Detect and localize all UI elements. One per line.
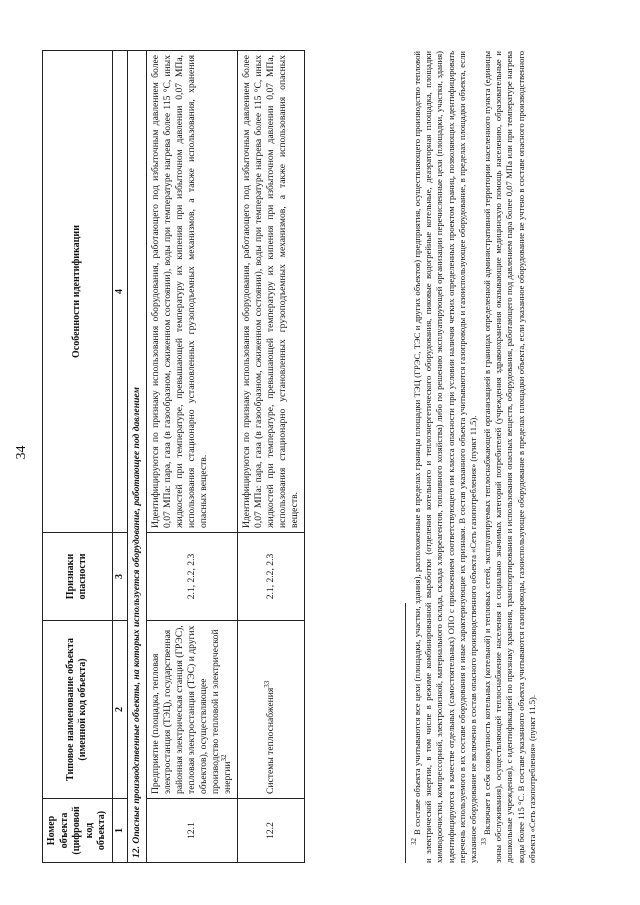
row-object-name-text: Предприятие (площадка, тепловая электростанция (ТЭЦ), государственная районная электрическая станция (ГРЭС), тепловая электростанция (ТЭС) и других объектов), осуществляющее производство тепловой и электрической энергии bbox=[149, 625, 233, 794]
header-hazard-signs: Признаки опасности bbox=[43, 533, 113, 621]
footnote-text: Включает в себя совокупность котельных (котельной) и тепловых сетей, эксплуатируемых теплоснабжающей организацией в границах определенной административной территории населенного пункта (единицы зоны обслуживания), осуществляющей теплоснабжение населения и социально значимых категорий потребителей (учреждения здравоохранения оказывающие медицинскую помощь населению, образовательные и дошкольные учреждения), с идентификацией по признаку хранения, транспортирования и использования опасных веществ, оборудования, работающего под давлением пара более 0,07 МПа или при температуре нагрева воды более 115 °С. В составе указанного объекта учитываются газопроводы, газоиспользующее оборудование в пределах площадки объекта, если указанное оборудование не учтено в составе опасного производственного объекта «Сеть газопотребления» (пункт 11.5). bbox=[482, 51, 537, 863]
section-row bbox=[128, 51, 147, 863]
row-number: 12.1 bbox=[146, 799, 237, 863]
hazard-identification-table bbox=[42, 50, 305, 863]
header-object-name: Типовое наименование объекта (именной код объекта) bbox=[43, 621, 113, 799]
footnote-mark: 33 bbox=[480, 838, 489, 845]
row-number: 12.2 bbox=[237, 799, 304, 863]
footnote-reference: 32 bbox=[219, 754, 228, 762]
table-row bbox=[146, 51, 237, 863]
row-hazard-signs: 2.1, 2.2, 2.3 bbox=[146, 533, 237, 621]
row-hazard-signs: 2.1, 2.2, 2.3 bbox=[237, 533, 304, 621]
table-row bbox=[237, 51, 304, 863]
section-title: 12. Опасные производственные объекты, на которых используется оборудование, работающее под давлением bbox=[128, 51, 147, 863]
footnote-separator bbox=[405, 603, 406, 863]
column-number: 3 bbox=[112, 533, 128, 621]
column-number: 4 bbox=[112, 51, 128, 533]
header-identification-features: Особенности идентификации bbox=[43, 51, 113, 533]
footnotes bbox=[412, 51, 541, 863]
footnote bbox=[482, 51, 538, 863]
row-object-name-text: Системы теплоснабжения bbox=[264, 687, 276, 794]
table-header-row bbox=[43, 51, 113, 863]
footnote bbox=[412, 51, 479, 863]
footnote-mark: 32 bbox=[410, 838, 419, 845]
row-object-name bbox=[237, 621, 304, 799]
footnote-text: В составе объекта учитываются все цехи (площадки, участки, здания), расположенные в пределах границы площадки ТЭЦ (ГРЭС, ТЭС и других объектов) предприятия, осуществляющего производство тепловой и электрической энергии, в том числе в режиме комбинированной выработки (отделения котельного и теплоэнергетического оборудования, пиковые водогрейные котельные, деаэраторная площадка, площадки химводоочистки, компрессорной, электролизной, материального склада, склада хлорреагентов, топливного хозяйства) либо по решению эксплуатирующей организации перечисленные цехи (площадки, участки, здания) идентифицируются в качестве отдельных (самостоятельных) ОПО с присвоением соответствующего им класса опасности при условии наличия четких определенных проектом границ, позволяющих идентифицировать перечень используемого в их составе оборудования и иные характеризующие их признаки. В состав указанного объекта учитываются газопроводы и газоиспользующее оборудование, в пределах площадки объекта, если указанное оборудование не включено в состав опасного производственного объекта «Сеть газопотребления» (пункт 11.5). bbox=[412, 51, 478, 863]
header-object-number: Номер объекта (цифровой код объекта) bbox=[43, 799, 113, 863]
row-object-name bbox=[146, 621, 237, 799]
column-number: 2 bbox=[112, 621, 128, 799]
column-number-row bbox=[112, 51, 128, 863]
column-number: 1 bbox=[112, 799, 128, 863]
footnote-reference: 33 bbox=[262, 680, 271, 688]
row-identification-features: Идентифицируются по признаку использования оборудования, работающего под избыточным давлением более 0,07 МПа: пара, газа (в газообразном, сжиженном состоянии), воды при температуре нагрева более 115 °С, иных жидкостей при температуре, превышающей температуру их кипения при избыточном давлении 0,07 МПа, использования стационарно установленных грузоподъемных механизмов, а также использования опасных веществ. bbox=[237, 51, 304, 533]
row-identification-features: Идентифицируются по признаку использования оборудования, работающего под избыточным давлением более 0,07 МПа: пара, газа (в газообразном, сжиженном состоянии), воды при температуре нагрева более 115 °С, иных жидкостей при температуре, превышающей температуру их кипения при избыточном давлении 0,07 МПа, использования стационарно установленных грузоподъемных механизмов, а также использования, хранения опасных веществ. bbox=[146, 51, 237, 533]
page-number: 34 bbox=[14, 445, 29, 460]
